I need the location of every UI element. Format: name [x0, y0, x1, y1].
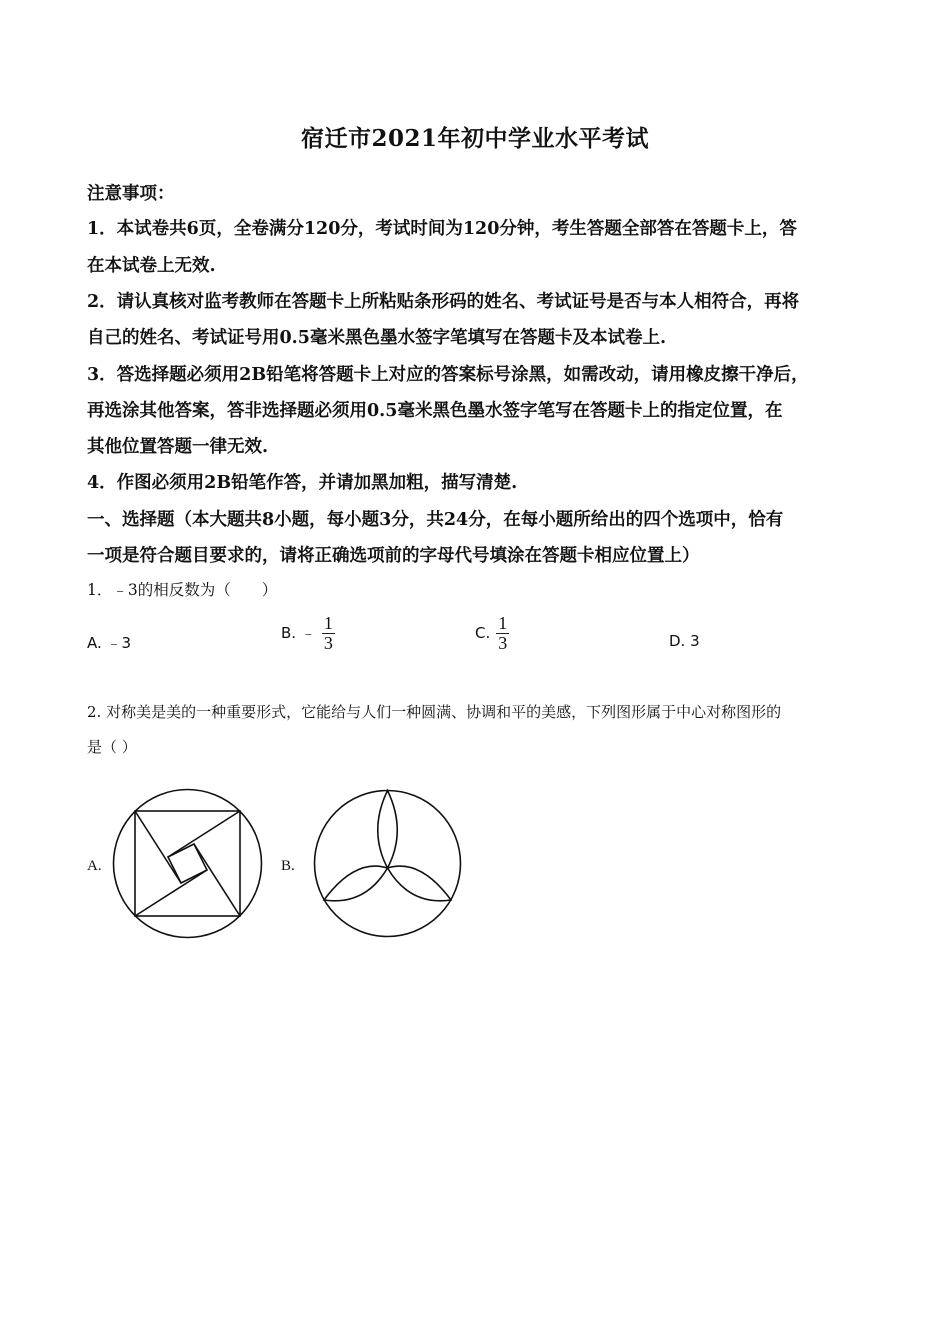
notice-heading: 注意事项： [87, 184, 175, 204]
fraction-numerator: 1 [323, 613, 333, 633]
figure-a-label: A. [87, 858, 102, 874]
fraction-one-third [496, 614, 509, 653]
question-1-stem: 1．﹣3的相反数为（ ） [87, 581, 278, 599]
question-2-stem-line-1: 2. 对称美是美的一种重要形式，它能给与人们一种圆满、协调和平的美感，下列图形属于中心对称图形的 [87, 703, 782, 721]
figure-b-trefoil-in-circle [310, 786, 465, 941]
question-2-stem-line-2: 是（ ） [87, 738, 137, 756]
q1-option-b [281, 614, 335, 653]
section-heading-line-1: 一、选择题（本大题共8小题，每小题3分，共24分，在每小题所给出的四个选项中，恰有 [87, 510, 784, 530]
notice-line-4: 自己的姓名、考试证号用0.5毫米黑色墨水签字笔填写在答题卡及本试卷上. [87, 328, 667, 348]
fraction-denominator: 3 [498, 632, 508, 653]
notice-line-3: 2．请认真核对监考教师在答题卡上所粘贴条形码的姓名、考试证号是否与本人相符合，再将 [87, 292, 800, 312]
notice-line-7: 其他位置答题一律无效. [87, 437, 269, 457]
q1-option-c-prefix: C. [475, 623, 491, 642]
q1-option-a: A. ﹣3 [87, 634, 132, 652]
notice-line-6: 再选涂其他答案，答非选择题必须用0.5毫米黑色墨水签字笔写在答题卡上的指定位置，在 [87, 401, 783, 421]
q1-option-b-prefix: B. ﹣ [281, 623, 316, 642]
page-title: 宿迁市2021年初中学业水平考试 [300, 125, 649, 152]
figure-b-label: B. [281, 858, 295, 874]
q1-option-c [475, 614, 509, 653]
notice-line-8: 4．作图必须用2B铅笔作答，并请加黑加粗，描写清楚. [87, 473, 518, 493]
fraction-numerator: 1 [498, 613, 508, 633]
q1-option-d: D. 3 [669, 632, 700, 650]
notice-line-5: 3．答选择题必须用2B铅笔将答题卡上对应的答案标号涂黑，如需改动，请用橡皮擦干净后， [87, 365, 809, 385]
fraction-one-third [322, 614, 335, 653]
notice-line-1: 1．本试卷共6页，全卷满分120分，考试时间为120分钟，考生答题全部答在答题卡上，答 [87, 219, 797, 239]
notice-line-2: 在本试卷上无效. [87, 256, 216, 276]
figure-a-square-in-circle [110, 786, 265, 941]
fraction-denominator: 3 [323, 632, 333, 653]
section-heading-line-2: 一项是符合题目要求的，请将正确选项前的字母代号填涂在答题卡相应位置上） [87, 546, 700, 566]
